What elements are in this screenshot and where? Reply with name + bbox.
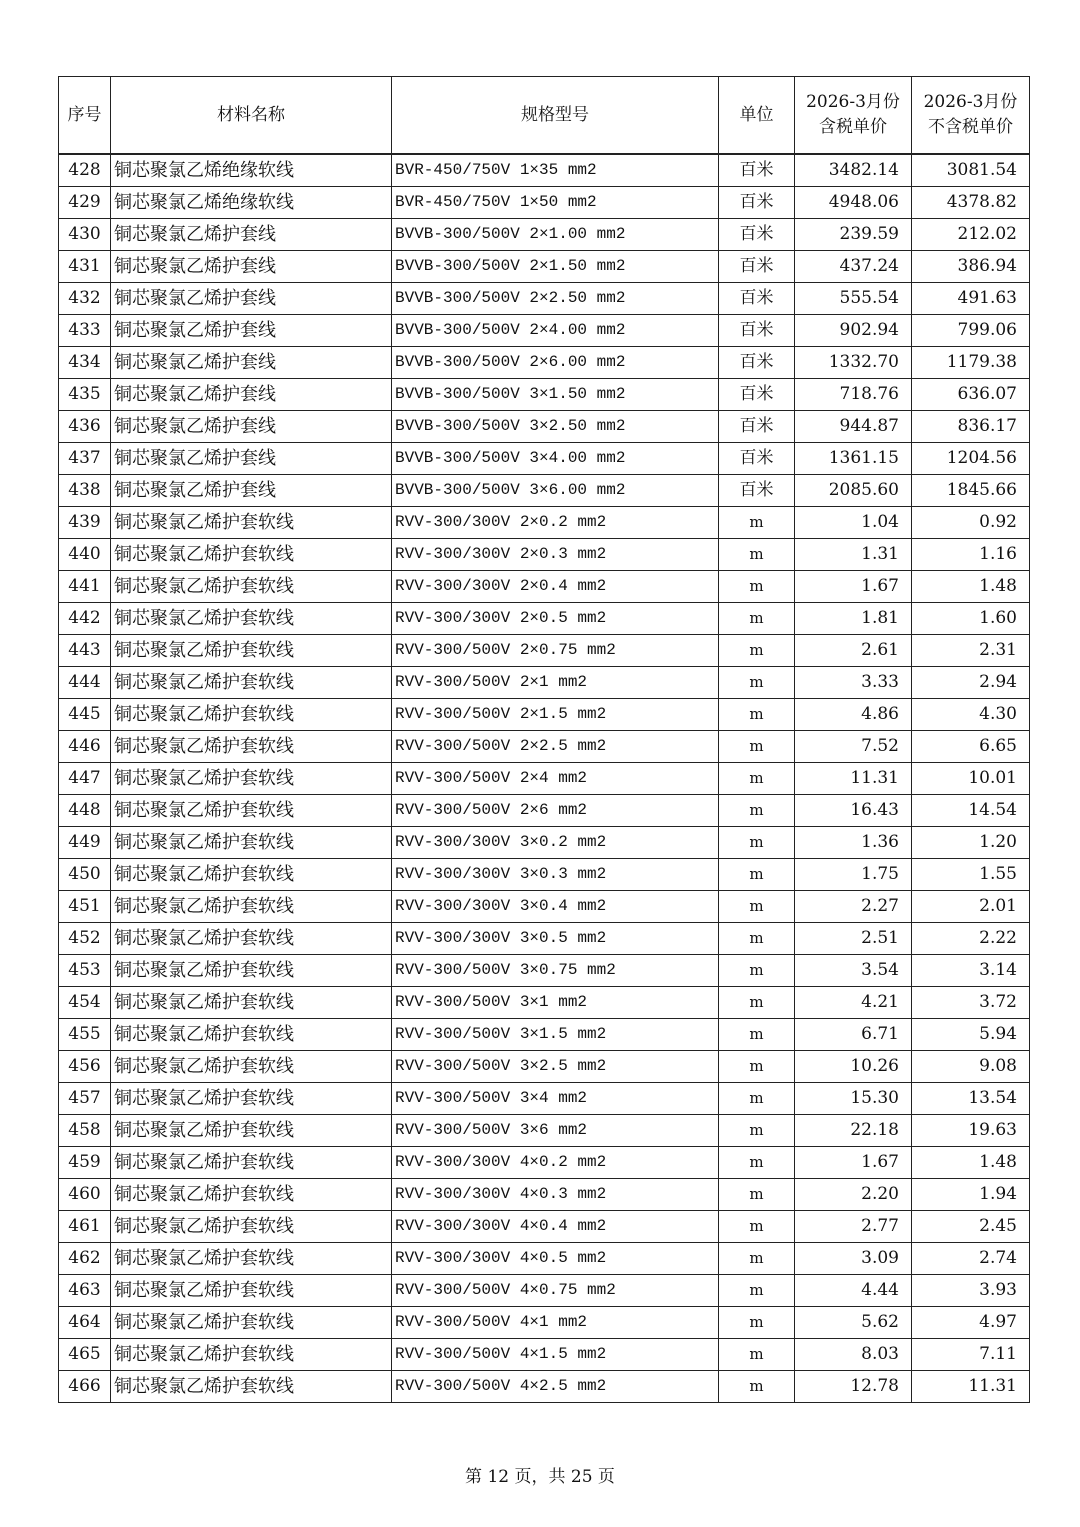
- cell-unit: m: [719, 1051, 795, 1083]
- table-header: [59, 77, 1030, 155]
- cell-spec: BVVB-300/500V 3×1.50 mm2: [392, 379, 719, 411]
- cell-price-notax: 19.63: [912, 1115, 1030, 1147]
- cell-price-notax: 1.55: [912, 859, 1030, 891]
- cell-price-tax: 2.27: [795, 891, 912, 923]
- cell-price-tax: 944.87: [795, 411, 912, 443]
- cell-price-notax: 3.93: [912, 1275, 1030, 1307]
- cell-price-tax: 16.43: [795, 795, 912, 827]
- cell-spec: RVV-300/300V 2×0.2 mm2: [392, 507, 719, 539]
- table-row: [59, 1051, 1030, 1083]
- cell-unit: m: [719, 891, 795, 923]
- table-row: [59, 411, 1030, 443]
- table-row: [59, 987, 1030, 1019]
- cell-no: 441: [59, 571, 111, 603]
- cell-price-notax: 6.65: [912, 731, 1030, 763]
- cell-name: 铜芯聚氯乙烯护套软线: [111, 603, 392, 635]
- cell-price-notax: 1.48: [912, 1147, 1030, 1179]
- table-row: [59, 1083, 1030, 1115]
- table-row: [59, 923, 1030, 955]
- cell-no: 445: [59, 699, 111, 731]
- cell-price-notax: 3.72: [912, 987, 1030, 1019]
- cell-name: 铜芯聚氯乙烯护套软线: [111, 699, 392, 731]
- table-row: [59, 187, 1030, 219]
- header-unit: 单位: [719, 77, 795, 155]
- table-row: [59, 1179, 1030, 1211]
- cell-unit: m: [719, 1211, 795, 1243]
- cell-no: 443: [59, 635, 111, 667]
- cell-no: 451: [59, 891, 111, 923]
- cell-name: 铜芯聚氯乙烯护套软线: [111, 507, 392, 539]
- cell-price-notax: 5.94: [912, 1019, 1030, 1051]
- cell-price-tax: 4.44: [795, 1275, 912, 1307]
- table-row: [59, 1275, 1030, 1307]
- cell-unit: m: [719, 1115, 795, 1147]
- cell-price-notax: 7.11: [912, 1339, 1030, 1371]
- cell-unit: m: [719, 1147, 795, 1179]
- cell-no: 464: [59, 1307, 111, 1339]
- cell-no: 440: [59, 539, 111, 571]
- cell-price-tax: 1.81: [795, 603, 912, 635]
- cell-spec: BVR-450/750V 1×50 mm2: [392, 187, 719, 219]
- cell-no: 455: [59, 1019, 111, 1051]
- cell-spec: RVV-300/500V 2×4 mm2: [392, 763, 719, 795]
- cell-spec: BVVB-300/500V 2×1.00 mm2: [392, 219, 719, 251]
- cell-price-tax: 1.75: [795, 859, 912, 891]
- cell-spec: RVV-300/300V 4×0.5 mm2: [392, 1243, 719, 1275]
- table-row: [59, 315, 1030, 347]
- table-row: [59, 475, 1030, 507]
- cell-price-tax: 8.03: [795, 1339, 912, 1371]
- cell-unit: m: [719, 955, 795, 987]
- cell-price-tax: 1.31: [795, 539, 912, 571]
- cell-price-notax: 4378.82: [912, 187, 1030, 219]
- cell-name: 铜芯聚氯乙烯护套软线: [111, 955, 392, 987]
- table-row: [59, 827, 1030, 859]
- cell-price-tax: 2.51: [795, 923, 912, 955]
- cell-unit: m: [719, 539, 795, 571]
- table-row: [59, 603, 1030, 635]
- cell-name: 铜芯聚氯乙烯护套软线: [111, 571, 392, 603]
- cell-unit: m: [719, 1307, 795, 1339]
- cell-no: 454: [59, 987, 111, 1019]
- cell-spec: RVV-300/500V 3×2.5 mm2: [392, 1051, 719, 1083]
- header-price-tax: [795, 77, 912, 155]
- cell-price-notax: 212.02: [912, 219, 1030, 251]
- cell-unit: 百米: [719, 315, 795, 347]
- cell-unit: m: [719, 731, 795, 763]
- table-row: [59, 347, 1030, 379]
- cell-price-tax: 11.31: [795, 763, 912, 795]
- cell-unit: m: [719, 571, 795, 603]
- cell-name: 铜芯聚氯乙烯护套软线: [111, 923, 392, 955]
- cell-price-notax: 3.14: [912, 955, 1030, 987]
- cell-name: 铜芯聚氯乙烯护套线: [111, 251, 392, 283]
- cell-price-notax: 799.06: [912, 315, 1030, 347]
- cell-price-tax: 718.76: [795, 379, 912, 411]
- cell-name: 铜芯聚氯乙烯护套软线: [111, 1307, 392, 1339]
- cell-no: 453: [59, 955, 111, 987]
- table-row: [59, 763, 1030, 795]
- cell-no: 465: [59, 1339, 111, 1371]
- cell-price-notax: 13.54: [912, 1083, 1030, 1115]
- table-row: [59, 635, 1030, 667]
- cell-name: 铜芯聚氯乙烯护套线: [111, 219, 392, 251]
- table-row: [59, 667, 1030, 699]
- header-name: 材料名称: [111, 77, 392, 155]
- cell-spec: RVV-300/300V 4×0.4 mm2: [392, 1211, 719, 1243]
- cell-price-tax: 2.20: [795, 1179, 912, 1211]
- cell-unit: m: [719, 1083, 795, 1115]
- cell-no: 431: [59, 251, 111, 283]
- cell-price-tax: 1.67: [795, 571, 912, 603]
- cell-no: 437: [59, 443, 111, 475]
- cell-no: 432: [59, 283, 111, 315]
- cell-price-tax: 7.52: [795, 731, 912, 763]
- cell-no: 456: [59, 1051, 111, 1083]
- cell-unit: m: [719, 795, 795, 827]
- cell-price-tax: 1.67: [795, 1147, 912, 1179]
- cell-price-notax: 11.31: [912, 1371, 1030, 1403]
- table-row: [59, 1115, 1030, 1147]
- cell-spec: BVVB-300/500V 2×1.50 mm2: [392, 251, 719, 283]
- cell-name: 铜芯聚氯乙烯护套软线: [111, 539, 392, 571]
- cell-name: 铜芯聚氯乙烯绝缘软线: [111, 154, 392, 187]
- cell-price-notax: 491.63: [912, 283, 1030, 315]
- cell-price-notax: 2.74: [912, 1243, 1030, 1275]
- cell-price-tax: 22.18: [795, 1115, 912, 1147]
- cell-name: 铜芯聚氯乙烯护套软线: [111, 763, 392, 795]
- cell-no: 462: [59, 1243, 111, 1275]
- cell-spec: RVV-300/500V 2×1.5 mm2: [392, 699, 719, 731]
- table-row: [59, 859, 1030, 891]
- cell-unit: m: [719, 699, 795, 731]
- cell-price-notax: 1845.66: [912, 475, 1030, 507]
- cell-price-notax: 1.94: [912, 1179, 1030, 1211]
- cell-spec: RVV-300/300V 2×0.3 mm2: [392, 539, 719, 571]
- cell-name: 铜芯聚氯乙烯护套软线: [111, 667, 392, 699]
- cell-price-tax: 2085.60: [795, 475, 912, 507]
- cell-spec: RVV-300/300V 4×0.3 mm2: [392, 1179, 719, 1211]
- cell-unit: m: [719, 827, 795, 859]
- cell-unit: 百米: [719, 347, 795, 379]
- table-row: [59, 1147, 1030, 1179]
- cell-price-tax: 10.26: [795, 1051, 912, 1083]
- cell-price-notax: 2.45: [912, 1211, 1030, 1243]
- cell-name: 铜芯聚氯乙烯护套软线: [111, 1243, 392, 1275]
- cell-name: 铜芯聚氯乙烯护套软线: [111, 1275, 392, 1307]
- cell-no: 446: [59, 731, 111, 763]
- cell-name: 铜芯聚氯乙烯护套软线: [111, 1051, 392, 1083]
- table-row: [59, 731, 1030, 763]
- cell-no: 449: [59, 827, 111, 859]
- cell-price-tax: 1361.15: [795, 443, 912, 475]
- cell-price-notax: 1.20: [912, 827, 1030, 859]
- table-row: [59, 283, 1030, 315]
- cell-unit: 百米: [719, 219, 795, 251]
- cell-no: 448: [59, 795, 111, 827]
- cell-unit: m: [719, 1179, 795, 1211]
- cell-name: 铜芯聚氯乙烯护套软线: [111, 827, 392, 859]
- cell-spec: BVVB-300/500V 2×6.00 mm2: [392, 347, 719, 379]
- cell-price-notax: 4.30: [912, 699, 1030, 731]
- cell-no: 447: [59, 763, 111, 795]
- cell-unit: m: [719, 859, 795, 891]
- cell-no: 458: [59, 1115, 111, 1147]
- cell-no: 459: [59, 1147, 111, 1179]
- cell-spec: BVVB-300/500V 3×4.00 mm2: [392, 443, 719, 475]
- cell-no: 439: [59, 507, 111, 539]
- cell-price-notax: 836.17: [912, 411, 1030, 443]
- cell-price-tax: 1.36: [795, 827, 912, 859]
- cell-price-notax: 9.08: [912, 1051, 1030, 1083]
- cell-unit: m: [719, 1275, 795, 1307]
- table-row: [59, 1211, 1030, 1243]
- cell-name: 铜芯聚氯乙烯护套软线: [111, 731, 392, 763]
- header-price-notax-line2: 不含税单价: [928, 117, 1013, 137]
- cell-name: 铜芯聚氯乙烯绝缘软线: [111, 187, 392, 219]
- cell-unit: 百米: [719, 411, 795, 443]
- cell-price-tax: 3.33: [795, 667, 912, 699]
- cell-unit: 百米: [719, 475, 795, 507]
- header-price-notax: [912, 77, 1030, 155]
- cell-price-tax: 4.21: [795, 987, 912, 1019]
- table-row: [59, 1019, 1030, 1051]
- cell-name: 铜芯聚氯乙烯护套线: [111, 347, 392, 379]
- table-body: [59, 154, 1030, 1403]
- cell-unit: 百米: [719, 443, 795, 475]
- table-row: [59, 251, 1030, 283]
- cell-spec: RVV-300/500V 3×0.75 mm2: [392, 955, 719, 987]
- cell-unit: 百米: [719, 154, 795, 187]
- cell-unit: m: [719, 763, 795, 795]
- cell-name: 铜芯聚氯乙烯护套线: [111, 283, 392, 315]
- cell-price-notax: 2.22: [912, 923, 1030, 955]
- cell-name: 铜芯聚氯乙烯护套软线: [111, 891, 392, 923]
- header-no: 序号: [59, 77, 111, 155]
- cell-spec: BVVB-300/500V 2×4.00 mm2: [392, 315, 719, 347]
- cell-price-tax: 2.61: [795, 635, 912, 667]
- cell-price-tax: 3.54: [795, 955, 912, 987]
- cell-spec: RVV-300/300V 3×0.5 mm2: [392, 923, 719, 955]
- cell-spec: BVVB-300/500V 3×2.50 mm2: [392, 411, 719, 443]
- cell-price-notax: 2.31: [912, 635, 1030, 667]
- table-row: [59, 955, 1030, 987]
- table-row: [59, 1243, 1030, 1275]
- cell-unit: m: [719, 1371, 795, 1403]
- cell-unit: m: [719, 635, 795, 667]
- cell-name: 铜芯聚氯乙烯护套软线: [111, 859, 392, 891]
- cell-no: 460: [59, 1179, 111, 1211]
- cell-price-tax: 15.30: [795, 1083, 912, 1115]
- table-row: [59, 571, 1030, 603]
- cell-price-tax: 239.59: [795, 219, 912, 251]
- table-row: [59, 443, 1030, 475]
- cell-unit: m: [719, 667, 795, 699]
- cell-spec: RVV-300/500V 2×1 mm2: [392, 667, 719, 699]
- cell-price-tax: 902.94: [795, 315, 912, 347]
- price-table: [58, 76, 1030, 1403]
- cell-name: 铜芯聚氯乙烯护套软线: [111, 1083, 392, 1115]
- cell-unit: m: [719, 1243, 795, 1275]
- cell-unit: m: [719, 507, 795, 539]
- cell-price-notax: 1.60: [912, 603, 1030, 635]
- cell-price-tax: 4.86: [795, 699, 912, 731]
- cell-name: 铜芯聚氯乙烯护套线: [111, 379, 392, 411]
- cell-no: 442: [59, 603, 111, 635]
- cell-price-notax: 1204.56: [912, 443, 1030, 475]
- cell-name: 铜芯聚氯乙烯护套线: [111, 411, 392, 443]
- cell-price-notax: 10.01: [912, 763, 1030, 795]
- cell-no: 452: [59, 923, 111, 955]
- table-row: [59, 539, 1030, 571]
- cell-price-tax: 5.62: [795, 1307, 912, 1339]
- cell-price-notax: 14.54: [912, 795, 1030, 827]
- table-row: [59, 795, 1030, 827]
- cell-name: 铜芯聚氯乙烯护套线: [111, 315, 392, 347]
- cell-spec: RVV-300/500V 2×0.75 mm2: [392, 635, 719, 667]
- cell-name: 铜芯聚氯乙烯护套软线: [111, 987, 392, 1019]
- cell-price-tax: 4948.06: [795, 187, 912, 219]
- cell-name: 铜芯聚氯乙烯护套软线: [111, 1179, 392, 1211]
- table-row: [59, 219, 1030, 251]
- cell-name: 铜芯聚氯乙烯护套软线: [111, 1019, 392, 1051]
- cell-spec: BVVB-300/500V 2×2.50 mm2: [392, 283, 719, 315]
- cell-spec: RVV-300/300V 2×0.5 mm2: [392, 603, 719, 635]
- table-row: [59, 1339, 1030, 1371]
- cell-price-tax: 555.54: [795, 283, 912, 315]
- cell-name: 铜芯聚氯乙烯护套线: [111, 443, 392, 475]
- table-row: [59, 699, 1030, 731]
- cell-unit: 百米: [719, 379, 795, 411]
- table-row: [59, 1307, 1030, 1339]
- cell-no: 429: [59, 187, 111, 219]
- header-spec: 规格型号: [392, 77, 719, 155]
- cell-spec: RVV-300/500V 4×1 mm2: [392, 1307, 719, 1339]
- cell-price-notax: 2.01: [912, 891, 1030, 923]
- table-row: [59, 154, 1030, 187]
- cell-spec: RVV-300/300V 2×0.4 mm2: [392, 571, 719, 603]
- header-price-notax-line1: 2026-3月份: [923, 92, 1018, 112]
- table-row: [59, 507, 1030, 539]
- cell-spec: RVV-300/500V 3×4 mm2: [392, 1083, 719, 1115]
- cell-price-notax: 1.16: [912, 539, 1030, 571]
- cell-price-notax: 636.07: [912, 379, 1030, 411]
- cell-name: 铜芯聚氯乙烯护套软线: [111, 1339, 392, 1371]
- cell-unit: 百米: [719, 251, 795, 283]
- cell-price-notax: 3081.54: [912, 154, 1030, 187]
- cell-spec: BVR-450/750V 1×35 mm2: [392, 154, 719, 187]
- cell-price-notax: 2.94: [912, 667, 1030, 699]
- cell-price-tax: 437.24: [795, 251, 912, 283]
- cell-price-tax: 6.71: [795, 1019, 912, 1051]
- cell-no: 428: [59, 154, 111, 187]
- cell-unit: m: [719, 603, 795, 635]
- cell-spec: RVV-300/300V 4×0.2 mm2: [392, 1147, 719, 1179]
- cell-no: 466: [59, 1371, 111, 1403]
- cell-price-tax: 12.78: [795, 1371, 912, 1403]
- cell-name: 铜芯聚氯乙烯护套线: [111, 475, 392, 507]
- cell-price-tax: 1332.70: [795, 347, 912, 379]
- page-number-footer: 第 12 页，共 25 页: [465, 1467, 615, 1487]
- header-price-tax-line2: 含税单价: [819, 117, 887, 137]
- cell-spec: RVV-300/500V 3×1 mm2: [392, 987, 719, 1019]
- cell-no: 457: [59, 1083, 111, 1115]
- cell-spec: RVV-300/500V 4×1.5 mm2: [392, 1339, 719, 1371]
- cell-price-notax: 4.97: [912, 1307, 1030, 1339]
- cell-price-notax: 1179.38: [912, 347, 1030, 379]
- cell-spec: RVV-300/500V 2×2.5 mm2: [392, 731, 719, 763]
- cell-no: 463: [59, 1275, 111, 1307]
- cell-unit: 百米: [719, 187, 795, 219]
- table-row: [59, 379, 1030, 411]
- cell-spec: RVV-300/300V 3×0.4 mm2: [392, 891, 719, 923]
- cell-price-tax: 2.77: [795, 1211, 912, 1243]
- cell-unit: 百米: [719, 283, 795, 315]
- cell-no: 433: [59, 315, 111, 347]
- cell-name: 铜芯聚氯乙烯护套软线: [111, 1115, 392, 1147]
- cell-spec: RVV-300/500V 4×2.5 mm2: [392, 1371, 719, 1403]
- cell-unit: m: [719, 1019, 795, 1051]
- cell-name: 铜芯聚氯乙烯护套软线: [111, 1211, 392, 1243]
- table-row: [59, 891, 1030, 923]
- cell-no: 461: [59, 1211, 111, 1243]
- cell-spec: RVV-300/500V 3×1.5 mm2: [392, 1019, 719, 1051]
- cell-spec: RVV-300/300V 3×0.2 mm2: [392, 827, 719, 859]
- cell-price-tax: 3.09: [795, 1243, 912, 1275]
- cell-price-tax: 3482.14: [795, 154, 912, 187]
- cell-no: 435: [59, 379, 111, 411]
- cell-spec: RVV-300/500V 4×0.75 mm2: [392, 1275, 719, 1307]
- header-row: [59, 77, 1030, 155]
- cell-spec: RVV-300/300V 3×0.3 mm2: [392, 859, 719, 891]
- cell-unit: m: [719, 987, 795, 1019]
- cell-price-tax: 1.04: [795, 507, 912, 539]
- cell-no: 444: [59, 667, 111, 699]
- cell-price-notax: 0.92: [912, 507, 1030, 539]
- cell-name: 铜芯聚氯乙烯护套软线: [111, 1147, 392, 1179]
- cell-no: 436: [59, 411, 111, 443]
- cell-spec: RVV-300/500V 3×6 mm2: [392, 1115, 719, 1147]
- cell-price-notax: 1.48: [912, 571, 1030, 603]
- header-price-tax-line1: 2026-3月份: [806, 92, 900, 112]
- cell-no: 434: [59, 347, 111, 379]
- cell-unit: m: [719, 923, 795, 955]
- cell-name: 铜芯聚氯乙烯护套软线: [111, 1371, 392, 1403]
- table-row: [59, 1371, 1030, 1403]
- cell-no: 430: [59, 219, 111, 251]
- cell-unit: m: [719, 1339, 795, 1371]
- cell-name: 铜芯聚氯乙烯护套软线: [111, 635, 392, 667]
- cell-spec: RVV-300/500V 2×6 mm2: [392, 795, 719, 827]
- cell-price-notax: 386.94: [912, 251, 1030, 283]
- cell-name: 铜芯聚氯乙烯护套软线: [111, 795, 392, 827]
- cell-no: 450: [59, 859, 111, 891]
- cell-spec: BVVB-300/500V 3×6.00 mm2: [392, 475, 719, 507]
- cell-no: 438: [59, 475, 111, 507]
